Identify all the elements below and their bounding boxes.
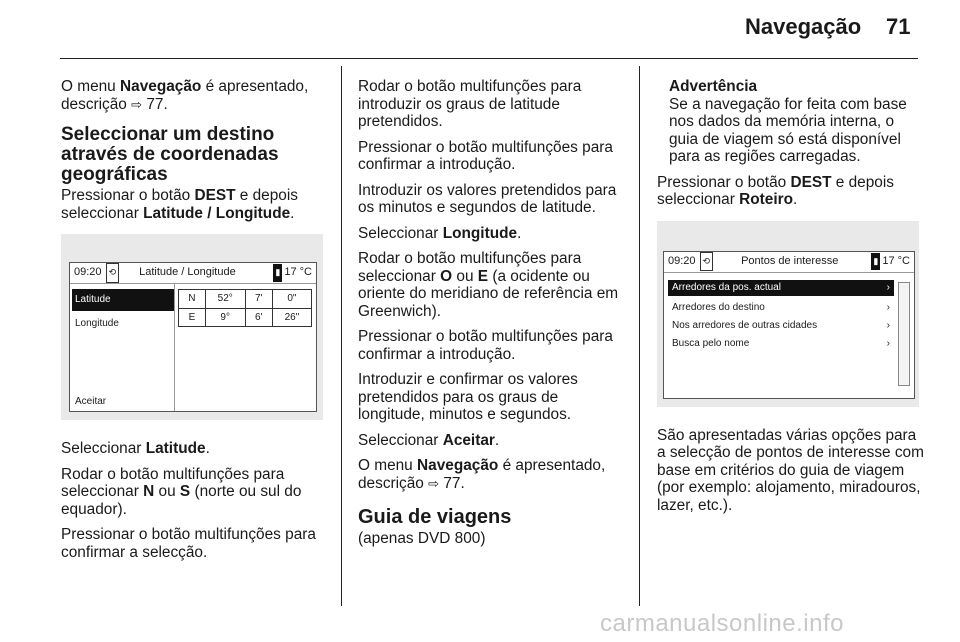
paragraph: O menu Navegação é apresentado, descrição ⇨ 77. [358, 457, 606, 492]
chevron-right-icon: › [886, 319, 890, 331]
section-heading: Seleccionar um destino através de coordenadas geográficas [61, 124, 279, 185]
screen-divider [174, 284, 175, 411]
clock: 09:20 [74, 266, 102, 279]
subheading: (apenas DVD 800) [358, 530, 486, 547]
poi-item[interactable]: Nos arredores de outras cidades › [668, 318, 894, 334]
coords-cell[interactable]: 7' [245, 290, 272, 309]
menu-item-longitude[interactable]: Longitude [75, 318, 119, 329]
back-icon: ⟲ [700, 252, 714, 272]
poi-item[interactable]: Arredores da pos. actual › [668, 280, 894, 296]
warning-note [657, 78, 927, 166]
coords-row-lat [179, 290, 312, 309]
chevron-right-icon: › [886, 337, 890, 349]
coords-cell[interactable]: 26" [272, 308, 311, 327]
menu-item-latitude[interactable]: Latitude [72, 289, 174, 311]
result-paragraph: São apresentadas várias opções para a selecção de pontos de interesse com base em critérios do guia de viagem (por exemplo: alojamento, miradouros, lazer, etc.). [657, 426, 924, 514]
menu-item-accept[interactable]: Aceitar [75, 396, 107, 407]
paragraph: Seleccionar Longitude. [358, 224, 522, 242]
watermark: carmanualsonline.info [600, 610, 844, 637]
dest-paragraph: Pressionar o botão DEST e depois seleccionar Latitude / Longitude. [61, 187, 298, 222]
poi-item[interactable]: Arredores do destino › [668, 300, 894, 316]
scrollbar[interactable] [898, 282, 910, 386]
select-latitude-paragraph: Seleccionar Latitude. [61, 440, 210, 457]
page-header-title: Navegação [745, 14, 862, 39]
page-ref-arrow-icon: ⇨ [131, 96, 143, 112]
paragraph: Pressionar o botão multifunções para confirmar a introdução. [358, 138, 613, 173]
coords-cell[interactable]: 0" [272, 290, 311, 309]
rotate-ns-paragraph: Rodar o botão multifunções para seleccionar N ou S (norte ou sul do equador). [61, 465, 302, 518]
poi-item[interactable]: Busca pelo nome › [668, 336, 894, 352]
column-divider-1 [341, 66, 342, 606]
paragraph: Introduzir os valores pretendidos para os minutos e segundos de latitude. [358, 181, 617, 216]
screen-title: Latitude / Longitude [139, 266, 236, 279]
warning-title: Advertência [669, 78, 758, 95]
coords-cell[interactable]: 6' [245, 308, 272, 327]
column-divider-2 [639, 66, 640, 606]
coords-cell[interactable]: N [179, 290, 206, 309]
coords-cell[interactable]: 9° [205, 308, 245, 327]
paragraph: Rodar o botão multifunções para introduzir os graus de latitude pretendidos. [358, 78, 582, 130]
temperature: 17 °C [284, 266, 312, 279]
paragraph: Seleccionar Aceitar. [358, 431, 500, 449]
header-rule [60, 58, 918, 59]
chevron-right-icon: › [886, 281, 890, 293]
thermometer-icon: ▮ [871, 253, 880, 271]
back-icon: ⟲ [106, 263, 120, 283]
confirm-paragraph: Pressionar o botão multifunções para confirmar a selecção. [61, 526, 316, 561]
coords-cell[interactable]: E [179, 308, 206, 327]
poi-screenshot [657, 221, 919, 407]
warning-text: Se a navegação for feita com base nos dados da memória interna, o guia de viagem só está disponível para as regiões carregadas. [669, 95, 907, 165]
screen-title: Pontos de interesse [741, 254, 839, 267]
coords-grid [178, 289, 312, 327]
section-heading: Guia de viagens [358, 506, 512, 528]
temperature: 17 °C [882, 254, 910, 267]
page-ref-arrow-icon: ⇨ [428, 475, 440, 491]
chevron-right-icon: › [886, 301, 890, 313]
column-2 [358, 78, 628, 556]
latlong-screenshot [61, 234, 323, 420]
clock: 09:20 [668, 254, 696, 267]
paragraph: Introduzir e confirmar os valores pretendidos para os graus de longitude, minutos e segundos. [358, 371, 578, 423]
intro-paragraph: O menu Navegação é apresentado, descrição ⇨ 77. [61, 78, 309, 113]
paragraph: Rodar o botão multifunções para seleccionar O ou E (a ocidente ou oriente do meridiano de referência em Greenwich). [358, 250, 619, 320]
column-1 [61, 78, 329, 569]
paragraph: Pressionar o botão multifunções para confirmar a introdução. [358, 328, 613, 363]
column-3 [657, 78, 927, 522]
coords-row-long [179, 308, 312, 327]
thermometer-icon: ▮ [273, 264, 282, 282]
coords-cell[interactable]: 52° [205, 290, 245, 309]
page-number: 71 [886, 14, 911, 39]
dest-paragraph: Pressionar o botão DEST e depois seleccionar Roteiro. [657, 173, 894, 208]
